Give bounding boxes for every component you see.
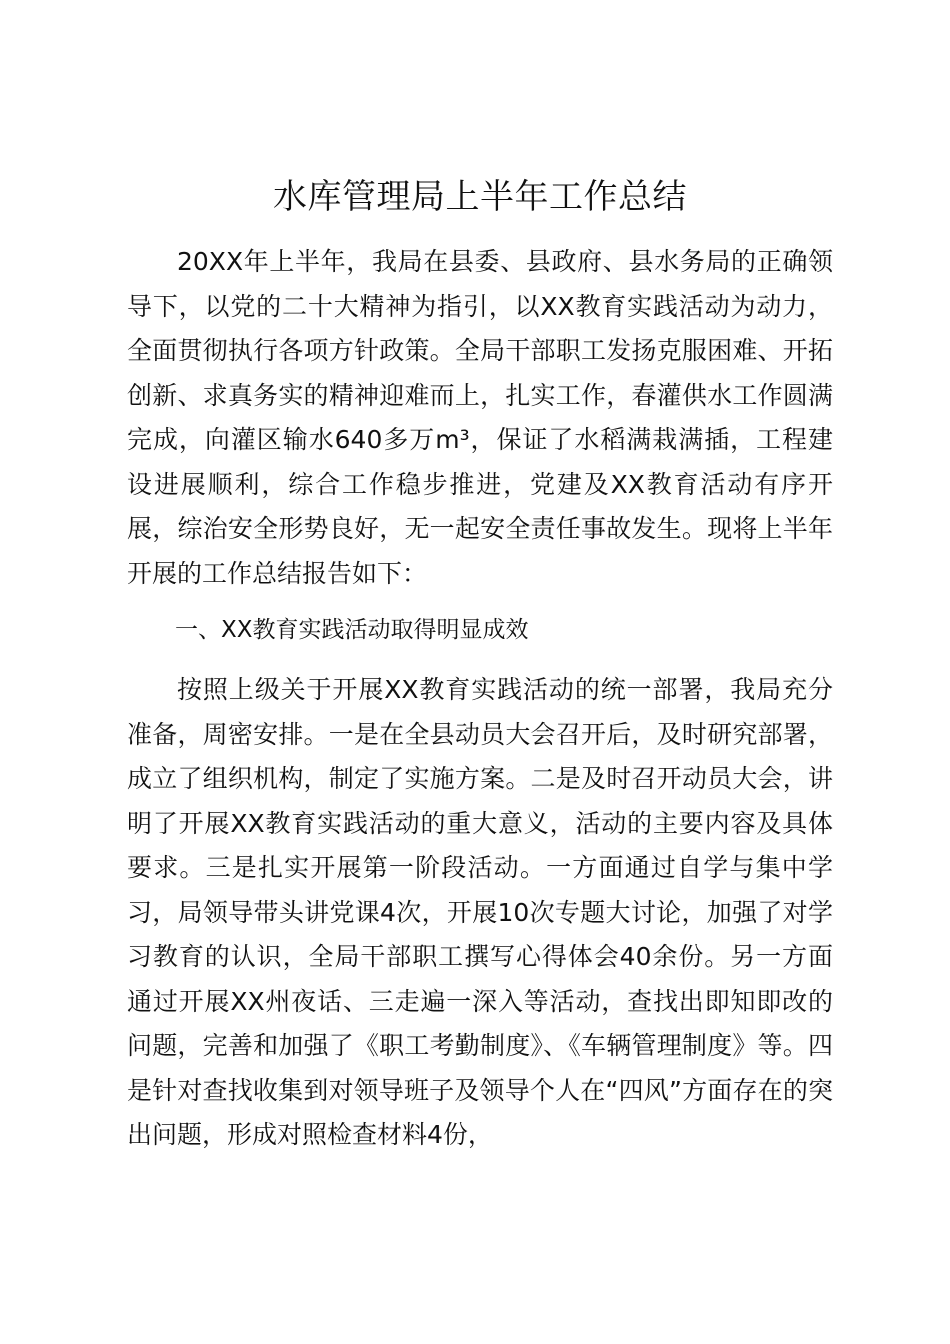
document-page [127, 168, 833, 1158]
section-heading: 一、XX教育实践活动取得明显成效 [175, 617, 529, 643]
intro-paragraph: 20XX年上半年，我局在县委、县政府、县水务局的正确领导下，以党的二十大精神为指引，以XX教育实践活动为动力，全面贯彻执行各项方针政策。全局干部职工发扬克服困难、开拓创新、求真务实的精神迎难而上，扎实工作，春灌供水工作圆满完成，向灌区输水640多万m³，保证了水稻满栽满插，工程建设进展顺利，综合工作稳步推进，党建及XX教育活动有序开展，综治安全形势良好，无一起安全责任事故发生。现将上半年开展的工作总结报告如下： [127, 247, 833, 588]
body-paragraph: 按照上级关于开展XX教育实践活动的统一部署，我局充分准备，周密安排。一是在全县动员大会召开后，及时研究部署，成立了组织机构，制定了实施方案。二是及时召开动员大会，讲明了开展XX教育实践活动的重大意义，活动的主要内容及具体要求。三是扎实开展第一阶段活动。一方面通过自学与集中学习，局领导带头讲党课4次，开展10次专题大讨论，加强了对学习教育的认识，全局干部职工撰写心得体会40余份。另一方面通过开展XX州夜话、三走遍一深入等活动，查找出即知即改的问题，完善和加强了《职工考勤制度》、《车辆管理制度》等。四是针对查找收集到对领导班子及领导个人在“四风”方面存在的突出问题，形成对照检查材料4份， [127, 675, 833, 1149]
document-title: 水库管理局上半年工作总结 [273, 177, 687, 217]
